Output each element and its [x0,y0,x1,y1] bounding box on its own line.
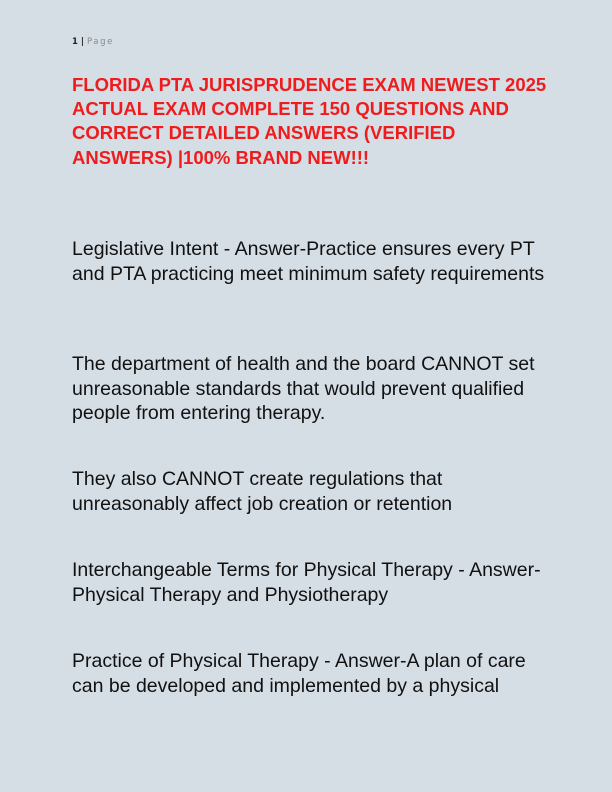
page-number: 1 [72,37,78,47]
document-title: FLORIDA PTA JURISPRUDENCE EXAM NEWEST 2025 ACTUAL EXAM COMPLETE 150 QUESTIONS AND CORRECT DETAILED ANSWERS (VERIFIED ANSWERS) |100% BRAND NEW!!! [72,74,547,168]
page-word: Page [86,37,114,47]
paragraph-interchangeable-terms: Interchangeable Terms for Physical Therapy - Answer-Physical Therapy and Physiotherapy [72,559,541,606]
paragraph-legislative-intent: Legislative Intent - Answer-Practice ensures every PT and PTA practicing meet minimum safety requirements [72,238,545,285]
page-separator: | [77,37,87,47]
paragraph-department-of-health: The department of health and the board CANNOT set unreasonable standards that would prevent qualified people from entering therapy. [72,353,535,425]
page-header [72,37,114,47]
paragraph-practice-of-physical-therapy: Practice of Physical Therapy - Answer-A plan of care can be developed and implemented by a physical [72,650,526,697]
paragraph-regulations: They also CANNOT create regulations that unreasonably affect job creation or retention [72,468,453,515]
